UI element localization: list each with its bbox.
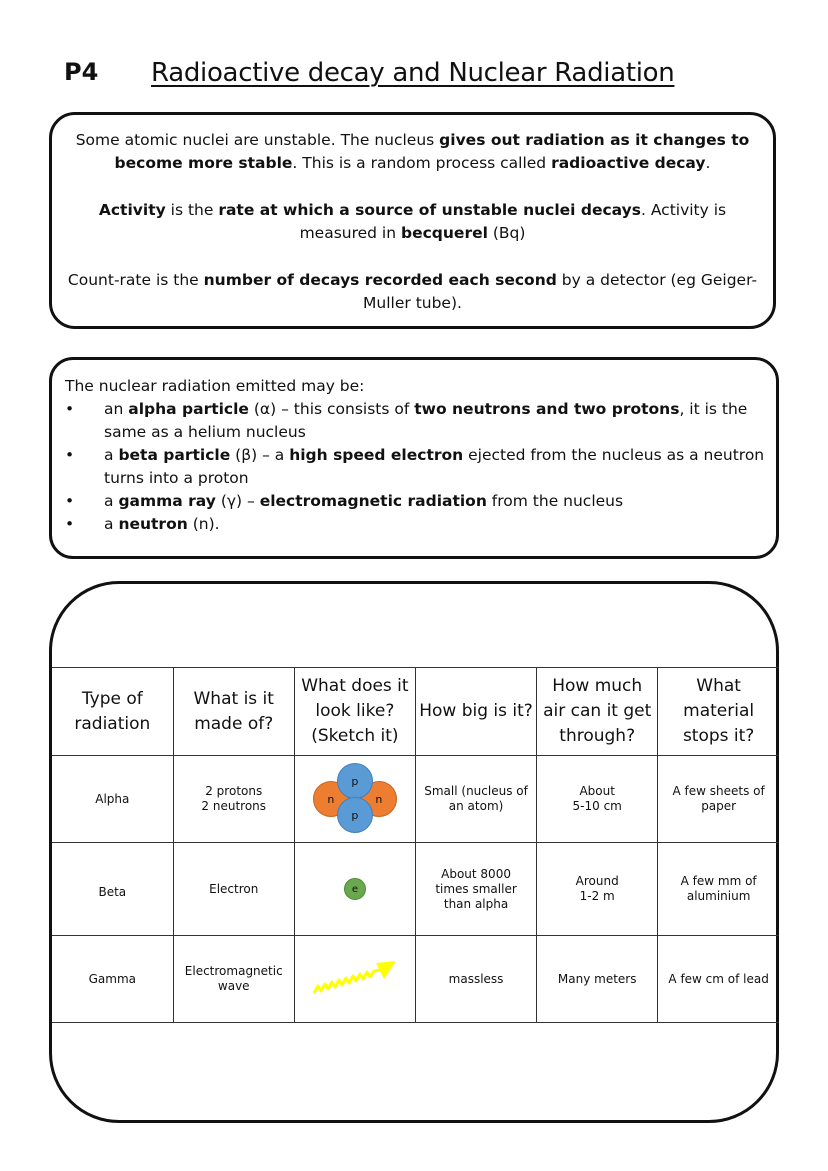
table-row [52, 756, 779, 843]
bold-text: becquerel [401, 224, 488, 242]
cell-type: Alpha [52, 756, 173, 843]
bold-text: number of decays recorded each second [203, 271, 557, 289]
bold-text: rate at which a source of unstable nuclei decays [218, 201, 641, 219]
cell-air [537, 843, 658, 936]
label: e [351, 883, 358, 895]
radiation-types-card [49, 357, 779, 559]
cell-air [537, 936, 658, 1023]
text: an [104, 400, 129, 418]
label: p [351, 808, 359, 822]
cell-type: Beta [52, 843, 173, 936]
bold-text: high speed electron [289, 446, 464, 464]
radiation-table [52, 667, 779, 1023]
cell-line: 5-10 cm [572, 799, 622, 813]
header-size: How big is it? [415, 668, 536, 756]
cell-line: Electromagnetic [184, 964, 283, 978]
text: a [104, 492, 119, 510]
list-item-neutron [65, 513, 766, 536]
radiation-list [65, 398, 766, 536]
text: (Bq) [487, 224, 526, 242]
count-rate-definition [66, 269, 759, 315]
cell-stops [658, 756, 779, 843]
cell-line: A few sheets of [672, 784, 765, 798]
cell-size [415, 936, 536, 1023]
text: Count-rate is the [67, 271, 204, 289]
gamma-wave-icon [310, 955, 400, 999]
label: n [375, 792, 383, 806]
text: a [104, 515, 119, 533]
bold-text: gamma ray [118, 492, 216, 510]
header-sketch: What does it look like? (Sketch it) [294, 668, 415, 756]
label: p [351, 774, 359, 788]
cell-line: 1-2 m [579, 889, 615, 903]
list-intro: The nuclear radiation emitted may be: [65, 377, 365, 395]
table-header-row [52, 668, 779, 756]
bold-text: beta particle [118, 446, 231, 464]
cell-made-of [173, 843, 294, 936]
bullet-icon: • [65, 492, 75, 510]
text: by a detector (eg Geiger-Muller tube). [363, 271, 758, 312]
proton-icon [337, 763, 373, 799]
header-stops: What material stops it? [658, 668, 779, 756]
cell-made-of [173, 756, 294, 843]
activity-definition [66, 199, 759, 245]
bold-text: neutron [118, 515, 188, 533]
bullet-icon: • [65, 446, 75, 464]
text: (γ) – [215, 492, 260, 510]
definitions-card [49, 112, 776, 329]
bold-text: gives out radiation as it changes to become more stable [114, 131, 750, 172]
electron-icon [344, 878, 366, 900]
cell-line: Many meters [557, 971, 637, 986]
cell-sketch [294, 936, 415, 1023]
text: . [705, 154, 711, 172]
text: a [104, 446, 119, 464]
text: . Activity is measured in [299, 201, 727, 242]
table-row [52, 936, 779, 1023]
text: , it is the same as a helium nucleus [104, 400, 748, 441]
list-item-beta [65, 444, 766, 490]
bold-text: alpha particle [128, 400, 249, 418]
cell-line: 2 neutrons [201, 799, 267, 813]
text: from the nucleus [486, 492, 624, 510]
text: Some atomic nuclei are unstable. The nucleus [75, 131, 440, 149]
header-made-of: What is it made of? [173, 668, 294, 756]
table-row [52, 843, 779, 936]
text: is the [165, 201, 219, 219]
bullet-icon: • [65, 515, 75, 533]
cell-line: A few cm of lead [668, 971, 769, 986]
cell-air [537, 756, 658, 843]
bold-text: electromagnetic radiation [259, 492, 487, 510]
cell-type: Gamma [52, 936, 173, 1023]
alpha-particle-sketch-icon [311, 765, 399, 833]
list-item-gamma [65, 490, 766, 513]
label: n [327, 792, 335, 806]
text: (α) – this consists of [248, 400, 415, 418]
radiation-table-card [49, 581, 779, 1123]
list-item-alpha [65, 398, 766, 444]
cell-line: About 8000 [441, 866, 511, 881]
cell-sketch [294, 843, 415, 936]
title-row [64, 56, 764, 96]
cell-line: About [579, 784, 615, 798]
cell-sketch [294, 756, 415, 843]
cell-line: times smaller [435, 881, 517, 896]
cell-line: wave [217, 979, 250, 993]
cell-size [415, 843, 536, 936]
cell-line: A few mm of [680, 874, 757, 888]
header-air: How much air can it get through? [537, 668, 658, 756]
cell-made-of [173, 936, 294, 1023]
bold-text: radioactive decay [551, 154, 706, 172]
cell-line: 2 protons [205, 784, 263, 798]
cell-line: massless [448, 971, 504, 986]
unit-code: P4 [64, 58, 99, 86]
cell-line: Electron [209, 881, 259, 896]
cell-stops [658, 936, 779, 1023]
text: (β) – a [230, 446, 290, 464]
bullet-icon: • [65, 400, 75, 418]
cell-line: Small (nucleus of [424, 784, 528, 798]
decay-definition [66, 129, 759, 175]
cell-size [415, 756, 536, 843]
cell-line: Around [575, 874, 619, 888]
page-title: Radioactive decay and Nuclear Radiation [151, 58, 675, 88]
header-type: Type of radiation [52, 668, 173, 756]
text: (n). [187, 515, 220, 533]
cell-stops [658, 843, 779, 936]
cell-line: paper [701, 799, 737, 813]
bold-text: Activity [98, 201, 166, 219]
proton-icon [337, 797, 373, 833]
cell-line: an atom) [448, 799, 504, 813]
bold-text: two neutrons and two protons [414, 400, 680, 418]
cell-line: than alpha [443, 896, 509, 911]
text: ejected from the nucleus as a neutron turns into a proton [104, 446, 765, 487]
cell-line: aluminium [686, 889, 751, 903]
text: . This is a random process called [292, 154, 552, 172]
